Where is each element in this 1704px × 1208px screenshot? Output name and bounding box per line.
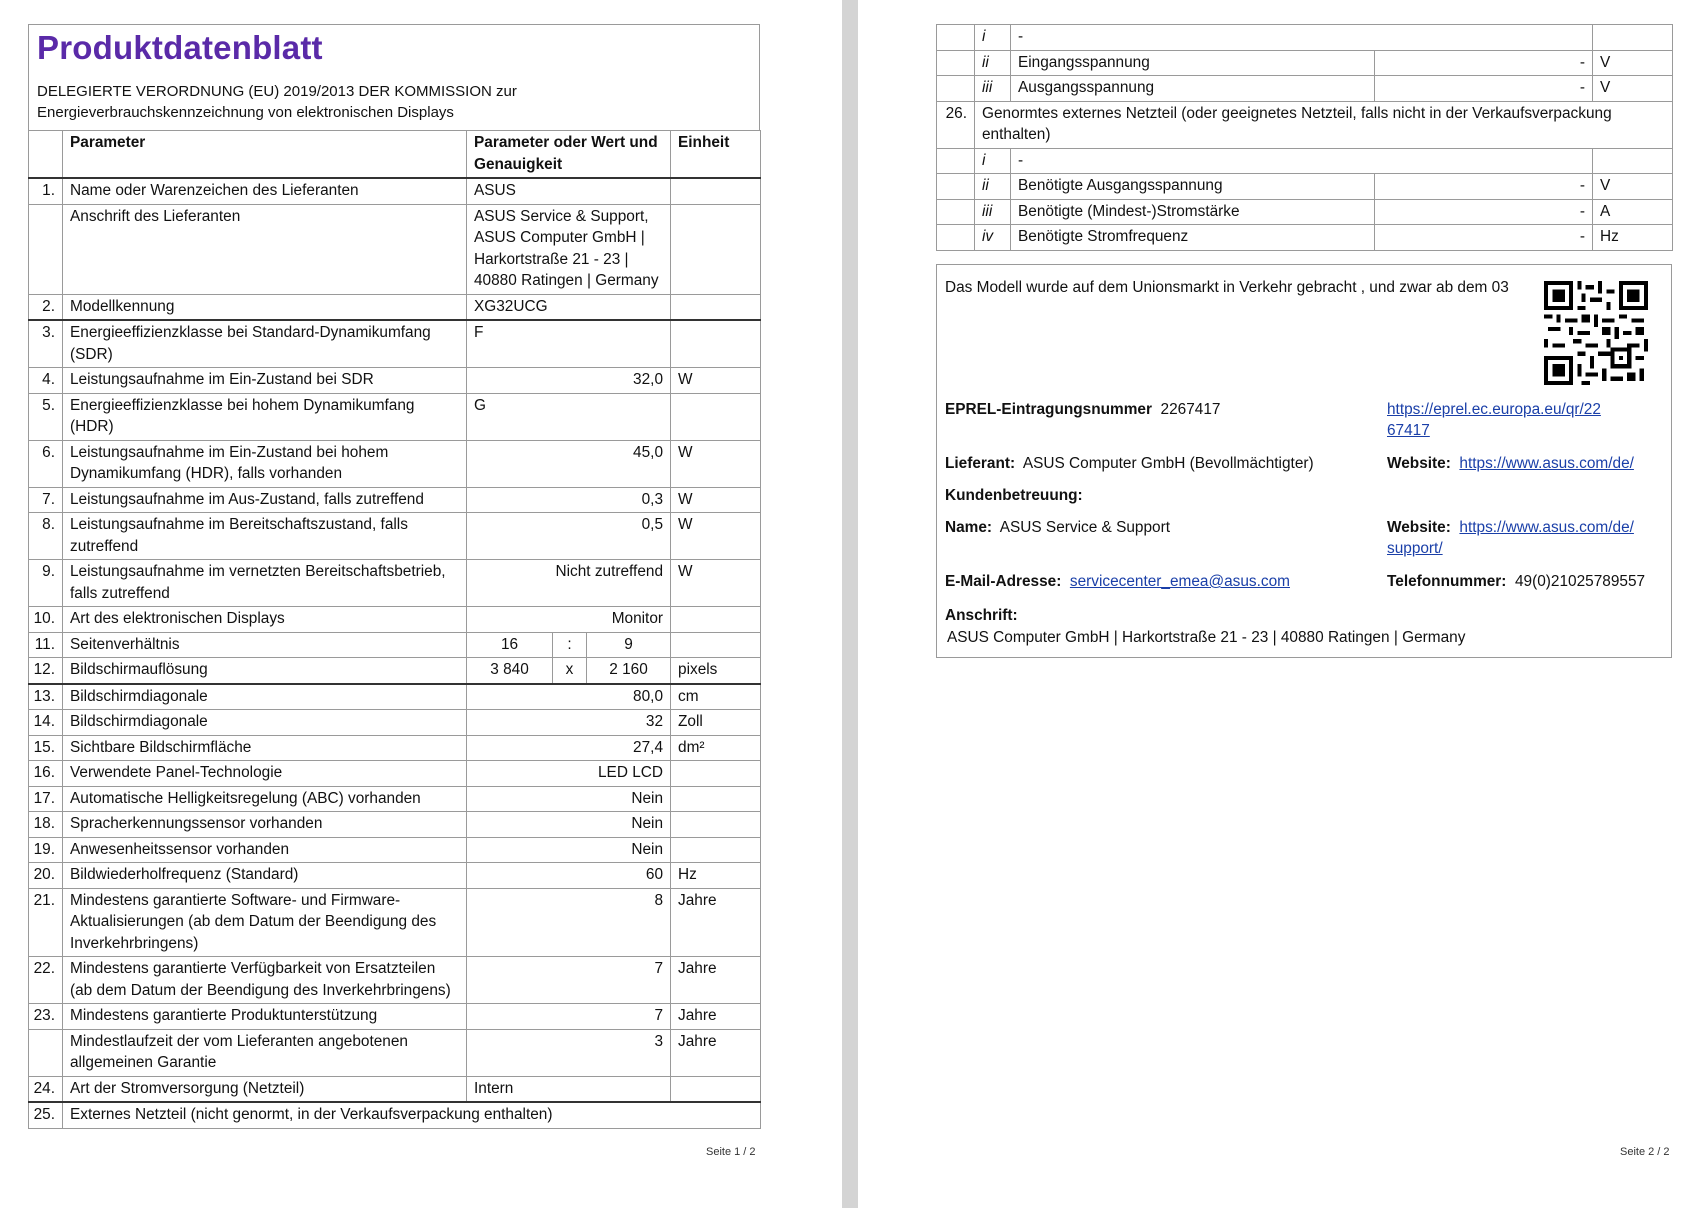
email-link[interactable]: servicecenter_emea@asus.com — [1069, 573, 1290, 590]
subtitle-line-2: Energieverbrauchskennzeichnung von elektronischen Displays — [37, 104, 454, 121]
row-num: 2. — [29, 294, 63, 320]
row-num: 10. — [29, 607, 63, 633]
row-value: Nein — [467, 786, 671, 812]
row-unit — [671, 393, 761, 440]
support-website-row — [1387, 519, 1634, 537]
row-value: Intern — [467, 1076, 671, 1102]
table-row — [937, 101, 1673, 148]
row-param: Mindestens garantierte Produktunterstützung — [63, 1004, 467, 1030]
row-unit: Jahre — [671, 1029, 761, 1076]
table-row — [29, 761, 761, 787]
sub-unit: V — [1593, 76, 1673, 102]
header-value: Parameter oder Wert und Genauigkeit — [467, 131, 671, 179]
row-unit: W — [671, 513, 761, 560]
row-param: Bildschirmauflösung — [63, 658, 467, 684]
row-unit — [671, 1076, 761, 1102]
power-supply-table — [936, 24, 1673, 251]
phone-label: Telefonnummer: — [1387, 573, 1507, 590]
table-row — [29, 368, 761, 394]
resolution-separator: x — [553, 658, 587, 684]
row-value: 0,3 — [467, 487, 671, 513]
eprel-link-line-2[interactable] — [1387, 422, 1430, 440]
row-param: Bildwiederholfrequenz (Standard) — [63, 863, 467, 889]
table-row — [29, 658, 761, 684]
indent-cell — [937, 148, 975, 174]
row-unit — [671, 204, 761, 294]
row-unit — [671, 812, 761, 838]
sub-value: - — [1375, 76, 1593, 102]
table-row — [29, 1076, 761, 1102]
row-param: Mindestlaufzeit der vom Lieferanten angebotenen allgemeinen Garantie — [63, 1029, 467, 1076]
row-value: ASUS Service & Support, ASUS Computer GmbH | Harkortstraße 21 - 23 | 40880 Ratingen | Germany — [467, 204, 671, 294]
resolution-value-2: 2 160 — [587, 658, 671, 684]
row-value: G — [467, 393, 671, 440]
phone-row — [1387, 573, 1645, 591]
row-unit: W — [671, 560, 761, 607]
support-website-link-cont[interactable]: support/ — [1387, 540, 1443, 557]
sub-unit — [1593, 25, 1673, 51]
table-header-row — [29, 131, 761, 179]
sub-label: iv — [975, 225, 1011, 251]
row-num: 15. — [29, 735, 63, 761]
eprel-label: EPREL-Eintragungsnummer — [945, 401, 1152, 418]
eprel-link-cont[interactable]: 67417 — [1387, 422, 1430, 439]
table-row — [29, 684, 761, 710]
email-row — [945, 573, 1290, 591]
row-value: Nicht zutreffend — [467, 560, 671, 607]
table-row — [937, 174, 1673, 200]
sub-text: - — [1011, 148, 1593, 174]
row-unit — [671, 607, 761, 633]
header-unit: Einheit — [671, 131, 761, 179]
table-row — [29, 440, 761, 487]
row-unit: pixels — [671, 658, 761, 684]
product-data-table — [28, 130, 761, 1129]
sub-label: i — [975, 25, 1011, 51]
eprel-link[interactable]: https://eprel.ec.europa.eu/qr/22 — [1387, 401, 1601, 418]
row-unit — [671, 761, 761, 787]
table-row — [29, 957, 761, 1004]
row-value: 32,0 — [467, 368, 671, 394]
aspect-value-1: 16 — [467, 632, 553, 658]
row-num: 8. — [29, 513, 63, 560]
row-unit — [671, 632, 761, 658]
name-label: Name: — [945, 519, 993, 536]
row-param: Verwendete Panel-Technologie — [63, 761, 467, 787]
row-param: Modellkennung — [63, 294, 467, 320]
row-num: 6. — [29, 440, 63, 487]
page-footer-1: Seite 1 / 2 — [706, 1146, 756, 1158]
table-row — [29, 710, 761, 736]
page-footer-2: Seite 2 / 2 — [1620, 1146, 1670, 1158]
row-param: Automatische Helligkeitsregelung (ABC) vorhanden — [63, 786, 467, 812]
website-link[interactable]: https://www.asus.com/de/ — [1459, 455, 1634, 472]
row-param: Spracherkennungssensor vorhanden — [63, 812, 467, 838]
sub-unit — [1593, 148, 1673, 174]
row-unit — [671, 786, 761, 812]
row-param: Leistungsaufnahme im vernetzten Bereitschaftsbetrieb, falls zutreffend — [63, 560, 467, 607]
row-value: 32 — [467, 710, 671, 736]
sub-text: Benötigte Stromfrequenz — [1011, 225, 1375, 251]
table-row — [29, 513, 761, 560]
row-num: 18. — [29, 812, 63, 838]
document-title: Produktdatenblatt — [37, 29, 323, 66]
row-value: F — [467, 320, 671, 368]
table-row — [29, 837, 761, 863]
sub-unit: V — [1593, 174, 1673, 200]
table-row — [29, 294, 761, 320]
market-date-text: Das Modell wurde auf dem Unionsmarkt in Verkehr gebracht , und zwar ab dem 03 — [945, 279, 1509, 296]
row-num: 23. — [29, 1004, 63, 1030]
row-num — [29, 204, 63, 294]
row-num: 22. — [29, 957, 63, 1004]
row-value: LED LCD — [467, 761, 671, 787]
row-unit — [671, 294, 761, 320]
support-website-link[interactable]: https://www.asus.com/de/ — [1459, 519, 1634, 536]
resolution-value-1: 3 840 — [467, 658, 553, 684]
table-row — [937, 225, 1673, 251]
table-row — [937, 50, 1673, 76]
aspect-separator: : — [553, 632, 587, 658]
address-label: Anschrift: — [945, 607, 1018, 624]
support-name-row — [945, 519, 1170, 537]
email-label: E-Mail-Adresse: — [945, 573, 1062, 590]
regulation-subtitle — [37, 81, 517, 123]
supplier-website-row — [1387, 455, 1634, 473]
table-row — [29, 888, 761, 957]
row-param: Bildschirmdiagonale — [63, 684, 467, 710]
row-unit — [671, 178, 761, 204]
row-param: Mindestens garantierte Software- und Firmware-Aktualisierungen (ab dem Datum der Beendigung des Inverkehrbringens) — [63, 888, 467, 957]
header-param: Parameter — [63, 131, 467, 179]
row-param: Art des elektronischen Displays — [63, 607, 467, 633]
row-num: 19. — [29, 837, 63, 863]
row-param: Leistungsaufnahme im Aus-Zustand, falls zutreffend — [63, 487, 467, 513]
row-unit — [671, 837, 761, 863]
row-param: Genormtes externes Netzteil (oder geeignetes Netzteil, falls nicht in der Verkaufsverpackung enthalten) — [975, 101, 1673, 148]
row-param: Art der Stromversorgung (Netzteil) — [63, 1076, 467, 1102]
table-row — [29, 1004, 761, 1030]
row-num: 7. — [29, 487, 63, 513]
row-num: 25. — [29, 1102, 63, 1128]
subtitle-line-1: DELEGIERTE VERORDNUNG (EU) 2019/2013 DER KOMMISSION zur — [37, 83, 517, 100]
row-param: Leistungsaufnahme im Ein-Zustand bei hohem Dynamikumfang (HDR), falls vorhanden — [63, 440, 467, 487]
sub-value: - — [1375, 225, 1593, 251]
row-num: 9. — [29, 560, 63, 607]
table-row — [29, 786, 761, 812]
row-unit: Jahre — [671, 1004, 761, 1030]
qr-code-icon — [1544, 280, 1648, 386]
table-row — [29, 560, 761, 607]
row-value: Monitor — [467, 607, 671, 633]
table-row — [937, 76, 1673, 102]
sub-label: ii — [975, 50, 1011, 76]
indent-cell — [937, 199, 975, 225]
row-unit: W — [671, 368, 761, 394]
sub-value: - — [1375, 174, 1593, 200]
support-heading — [945, 487, 1083, 505]
sub-text: Ausgangsspannung — [1011, 76, 1375, 102]
table-row — [937, 148, 1673, 174]
sub-label: ii — [975, 174, 1011, 200]
sub-text: - — [1011, 25, 1593, 51]
eprel-row — [945, 401, 1220, 419]
row-param: Anwesenheitssensor vorhanden — [63, 837, 467, 863]
table-row — [29, 863, 761, 889]
sub-text: Benötigte (Mindest-)Stromstärke — [1011, 199, 1375, 225]
row-value: 0,5 — [467, 513, 671, 560]
row-unit: Jahre — [671, 888, 761, 957]
row-value: 7 — [467, 1004, 671, 1030]
row-num: 26. — [937, 101, 975, 148]
table-row — [29, 1102, 761, 1128]
row-num: 24. — [29, 1076, 63, 1102]
table-row — [937, 199, 1673, 225]
row-value: ASUS — [467, 178, 671, 204]
sub-value: - — [1375, 199, 1593, 225]
row-num: 13. — [29, 684, 63, 710]
row-num: 5. — [29, 393, 63, 440]
row-unit: W — [671, 440, 761, 487]
row-num: 17. — [29, 786, 63, 812]
row-param: Seitenverhältnis — [63, 632, 467, 658]
eprel-link-line-1[interactable] — [1387, 401, 1601, 419]
indent-cell — [937, 76, 975, 102]
table-row — [29, 178, 761, 204]
row-value: 45,0 — [467, 440, 671, 487]
row-unit: Zoll — [671, 710, 761, 736]
name-value: ASUS Service & Support — [999, 519, 1170, 536]
row-value: 80,0 — [467, 684, 671, 710]
row-value: 7 — [467, 957, 671, 1004]
website-label: Website: — [1387, 455, 1451, 472]
row-unit: Jahre — [671, 957, 761, 1004]
supplier-row — [945, 455, 1314, 473]
sub-label: i — [975, 148, 1011, 174]
row-value: 60 — [467, 863, 671, 889]
indent-cell — [937, 174, 975, 200]
sub-label: iii — [975, 76, 1011, 102]
row-num: 1. — [29, 178, 63, 204]
table-row — [29, 487, 761, 513]
row-num: 14. — [29, 710, 63, 736]
indent-cell — [937, 225, 975, 251]
row-param: Sichtbare Bildschirmfläche — [63, 735, 467, 761]
sub-unit: V — [1593, 50, 1673, 76]
indent-cell — [937, 25, 975, 51]
row-value: XG32UCG — [467, 294, 671, 320]
table-row — [29, 1029, 761, 1076]
sub-unit: A — [1593, 199, 1673, 225]
row-value: Nein — [467, 812, 671, 838]
row-value: Nein — [467, 837, 671, 863]
address-value: ASUS Computer GmbH | Harkortstraße 21 - 23 | 40880 Ratingen | Germany — [947, 629, 1466, 646]
row-value: 27,4 — [467, 735, 671, 761]
row-param: Energieeffizienzklasse bei Standard-Dynamikumfang (SDR) — [63, 320, 467, 368]
row-num: 3. — [29, 320, 63, 368]
row-value: 3 — [467, 1029, 671, 1076]
row-param: Bildschirmdiagonale — [63, 710, 467, 736]
row-num: 11. — [29, 632, 63, 658]
aspect-value-2: 9 — [587, 632, 671, 658]
row-unit: W — [671, 487, 761, 513]
table-row — [29, 320, 761, 368]
table-row — [937, 25, 1673, 51]
phone-value: 49(0)21025789557 — [1515, 573, 1646, 590]
row-unit: Hz — [671, 863, 761, 889]
support-website-label: Website: — [1387, 519, 1451, 536]
sub-unit: Hz — [1593, 225, 1673, 251]
page-separator — [842, 0, 858, 1208]
row-num: 4. — [29, 368, 63, 394]
row-unit: dm² — [671, 735, 761, 761]
row-unit: cm — [671, 684, 761, 710]
row-param: Anschrift des Lieferanten — [63, 204, 467, 294]
row-param: Energieeffizienzklasse bei hohem Dynamikumfang (HDR) — [63, 393, 467, 440]
address-label-line — [945, 607, 1018, 625]
row-num: 20. — [29, 863, 63, 889]
row-param: Externes Netzteil (nicht genormt, in der Verkaufsverpackung enthalten) — [63, 1102, 761, 1128]
row-unit — [671, 320, 761, 368]
support-website-row-2[interactable] — [1387, 540, 1443, 558]
sub-text: Eingangsspannung — [1011, 50, 1375, 76]
row-param: Leistungsaufnahme im Ein-Zustand bei SDR — [63, 368, 467, 394]
row-num: 12. — [29, 658, 63, 684]
supplier-label: Lieferant: — [945, 455, 1016, 472]
indent-cell — [937, 50, 975, 76]
row-param: Mindestens garantierte Verfügbarkeit von Ersatzteilen (ab dem Datum der Beendigung des Inverkehrbringens) — [63, 957, 467, 1004]
table-row — [29, 632, 761, 658]
row-num — [29, 1029, 63, 1076]
row-param: Leistungsaufnahme im Bereitschaftszustand, falls zutreffend — [63, 513, 467, 560]
supplier-value: ASUS Computer GmbH (Bevollmächtigter) — [1022, 455, 1314, 472]
table-row — [29, 735, 761, 761]
table-row — [29, 607, 761, 633]
row-num: 16. — [29, 761, 63, 787]
sub-text: Benötigte Ausgangsspannung — [1011, 174, 1375, 200]
title-box — [28, 24, 760, 130]
support-heading-text: Kundenbetreuung: — [945, 487, 1083, 504]
table-row — [29, 812, 761, 838]
table-row — [29, 393, 761, 440]
table-row — [29, 204, 761, 294]
sub-value: - — [1375, 50, 1593, 76]
row-value: 8 — [467, 888, 671, 957]
row-num: 21. — [29, 888, 63, 957]
header-num — [29, 131, 63, 179]
row-param: Name oder Warenzeichen des Lieferanten — [63, 178, 467, 204]
sub-label: iii — [975, 199, 1011, 225]
eprel-number: 2267417 — [1160, 401, 1221, 418]
